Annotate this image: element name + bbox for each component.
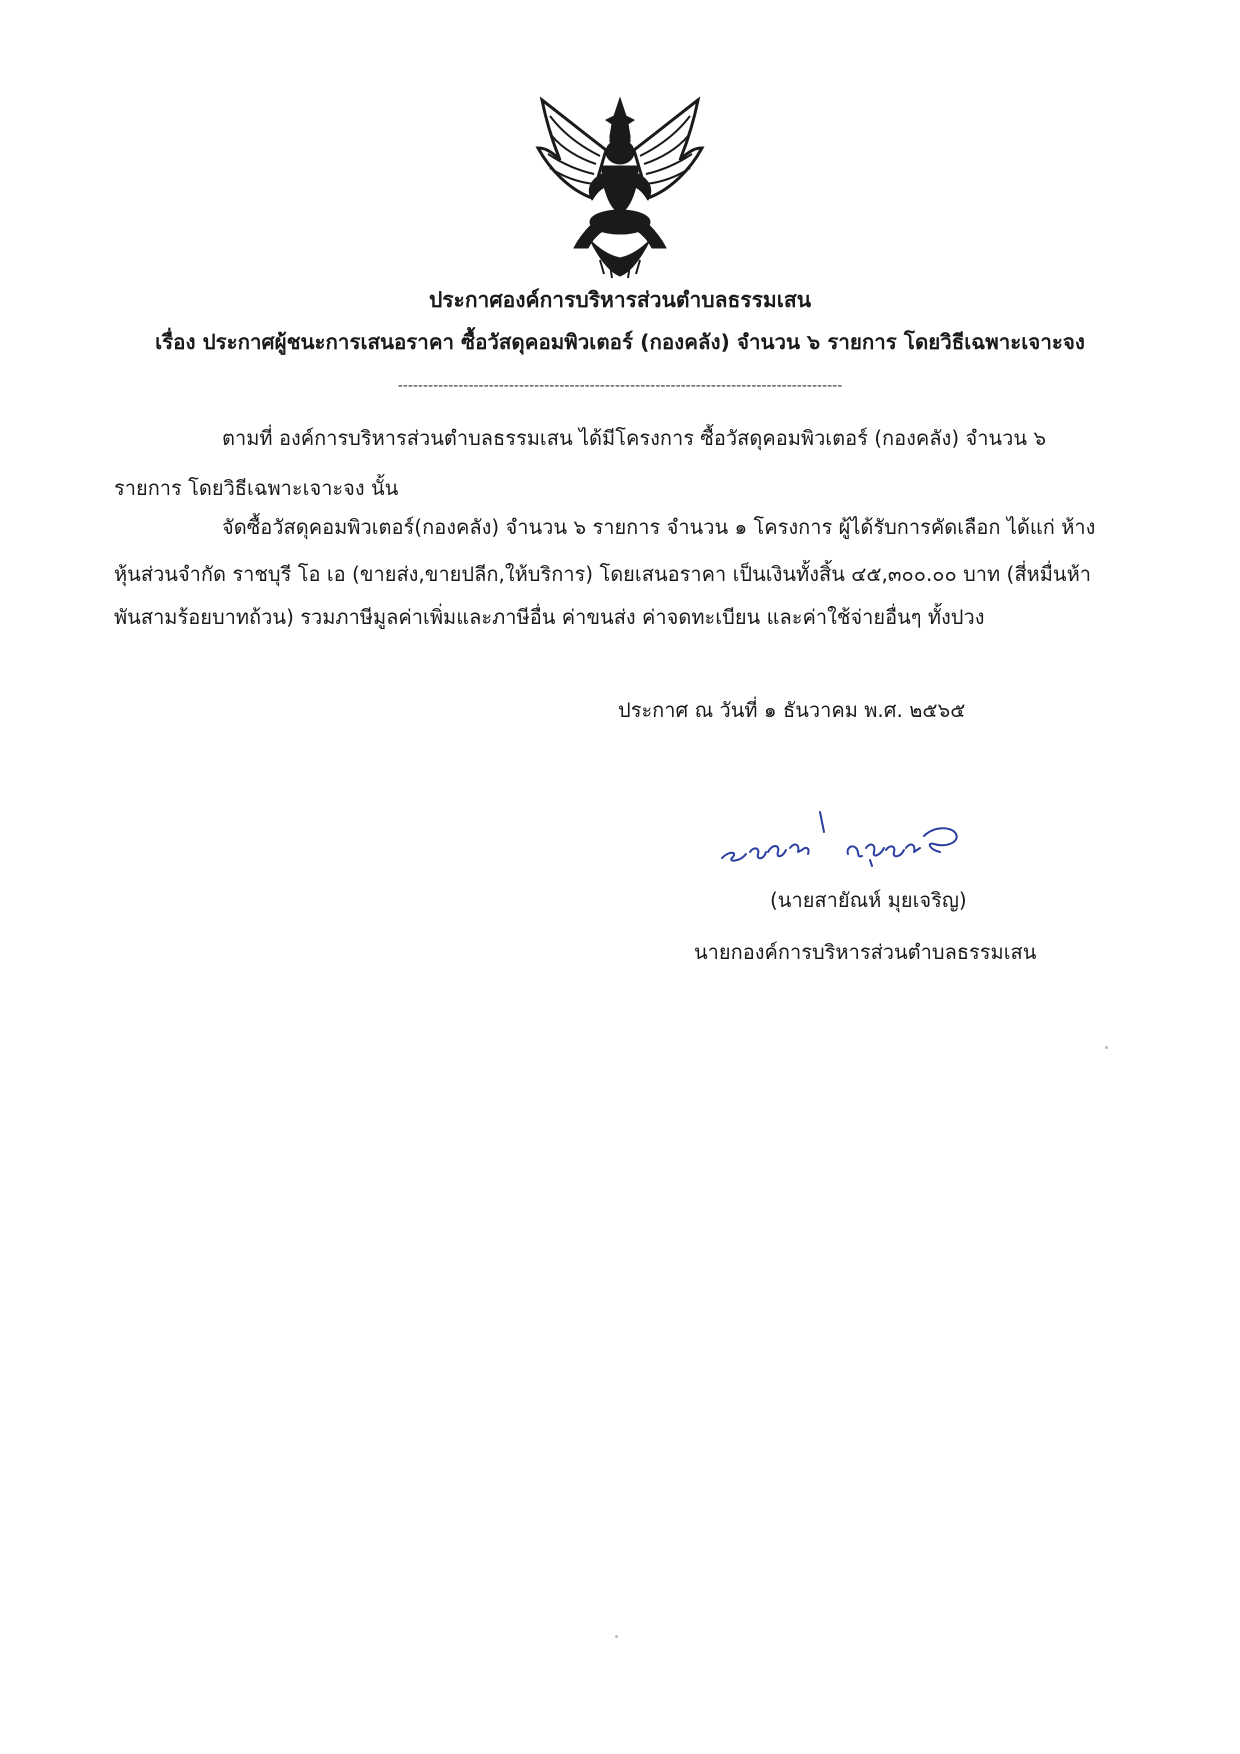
handwritten-signature-icon — [720, 808, 980, 868]
separator-line: ---------------------------------------------------------------------------------------- — [397, 378, 843, 394]
scan-speck — [615, 1635, 618, 1638]
garuda-emblem-icon — [530, 90, 710, 280]
signer-name: (นายสายัณห์ มุยเจริญ) — [770, 888, 967, 912]
paragraph-2-line-2: หุ้นส่วนจำกัด ราชบุรี โอ เอ (ขายส่ง,ขายปลีก,ให้บริการ) โดยเสนอราคา เป็นเงินทั้งสิ้น ๔๕,๓๐๐.๐๐ บาท (สี่หมื่นห้า — [114, 562, 1092, 586]
paragraph-2-line-3: พันสามร้อยบาทถ้วน) รวมภาษีมูลค่าเพิ่มและภาษีอื่น ค่าขนส่ง ค่าจดทะเบียน และค่าใช้จ่ายอื่นๆ ทั้งปวง — [114, 605, 985, 629]
paragraph-1-line-1: ตามที่ องค์การบริหารส่วนตำบลธรรมเสน ได้มีโครงการ ซื้อวัสดุคอมพิวเตอร์ (กองคลัง) จำนวน ๖ — [222, 426, 1047, 450]
signer-position: นายกองค์การบริหารส่วนตำบลธรรมเสน — [694, 940, 1037, 964]
scan-speck — [1105, 1046, 1108, 1049]
announcement-date: ประกาศ ณ วันที่ ๑ ธันวาคม พ.ศ. ๒๕๖๕ — [618, 698, 966, 722]
paragraph-1-line-2: รายการ โดยวิธีเฉพาะเจาะจง นั้น — [114, 476, 399, 500]
announcement-heading: ประกาศองค์การบริหารส่วนตำบลธรรมเสน — [428, 288, 812, 312]
announcement-subject: เรื่อง ประกาศผู้ชนะการเสนอราคา ซื้อวัสดุคอมพิวเตอร์ (กองคลัง) จำนวน ๖ รายการ โดยวิธีเฉพาะเจาะจง — [155, 330, 1085, 354]
paragraph-2-line-1: จัดซื้อวัสดุคอมพิวเตอร์(กองคลัง) จำนวน ๖ รายการ จำนวน ๑ โครงการ ผู้ได้รับการคัดเลือก ได้แก่ ห้าง — [222, 515, 1096, 539]
